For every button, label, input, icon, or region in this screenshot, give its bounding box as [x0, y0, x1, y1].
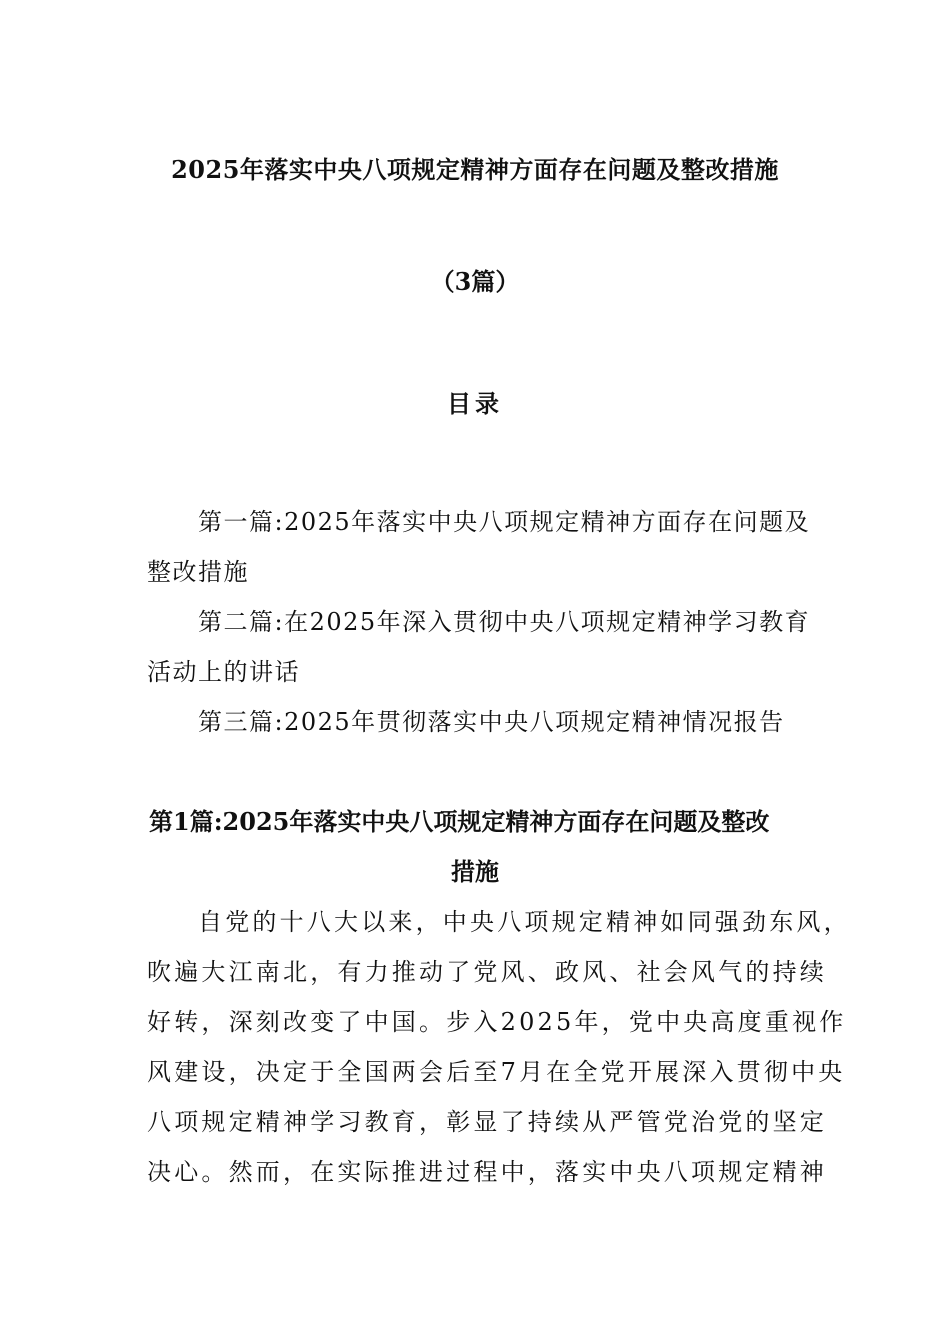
- toc-heading: 目录: [447, 389, 503, 418]
- body-paragraph-line-2: 吹遍大江南北，有力推动了党风、政风、社会风气的持续: [147, 958, 827, 986]
- body-paragraph-line-1: 自党的十八大以来，中央八项规定精神如同强劲东风，: [198, 908, 851, 936]
- section-1-title-line-1: 第1篇:2025年落实中央八项规定精神方面存在问题及整改: [149, 807, 770, 836]
- toc-entry-2-line-1: 第二篇:在2025年深入贯彻中央八项规定精神学习教育: [198, 608, 811, 636]
- body-paragraph-line-3: 好转，深刻改变了中国。步入2025年，党中央高度重视作: [147, 1008, 847, 1036]
- body-paragraph-line-4: 风建设，决定于全国两会后至7月在全党开展深入贯彻中央: [147, 1058, 846, 1086]
- document-title: 2025年落实中央八项规定精神方面存在问题及整改措施: [171, 155, 779, 184]
- toc-entry-2-line-2: 活动上的讲话: [147, 658, 300, 686]
- toc-entry-3: 第三篇:2025年贯彻落实中央八项规定精神情况报告: [198, 708, 785, 736]
- body-paragraph-line-6: 决心。然而，在实际推进过程中，落实中央八项规定精神: [147, 1158, 827, 1186]
- body-paragraph-line-5: 八项规定精神学习教育，彰显了持续从严管党治党的坚定: [147, 1108, 827, 1136]
- toc-entry-1-line-1: 第一篇:2025年落实中央八项规定精神方面存在问题及: [198, 508, 811, 536]
- document-subtitle: （3篇）: [430, 267, 520, 296]
- section-1-title-line-2: 措施: [451, 857, 499, 886]
- toc-entry-1-line-2: 整改措施: [147, 558, 249, 586]
